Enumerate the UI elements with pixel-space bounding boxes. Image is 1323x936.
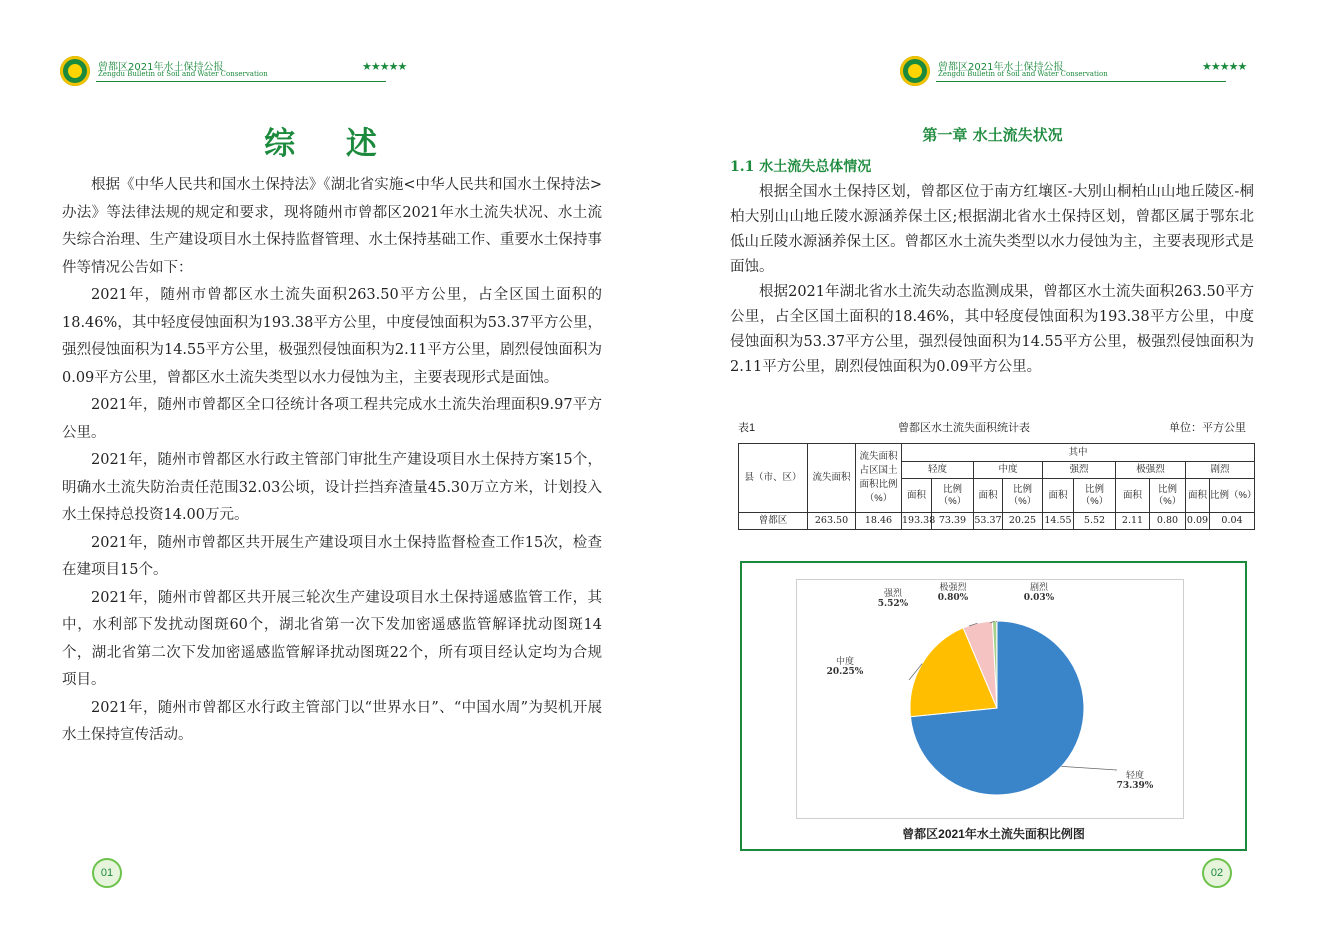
table-cell: 曾都区 xyxy=(739,513,808,530)
table-cell: 73.39 xyxy=(932,513,974,530)
slice-label: 轻度 xyxy=(1125,771,1145,781)
paragraph: 2021年，随州市曾都区水土流失面积263.50平方公里，占全区国土面积的18.46%，其中轻度侵蚀面积为193.38平方公里，中度侵蚀面积为53.37平方公里，强烈侵蚀面积为14.55平方公里，极强烈侵蚀面积为2.11平方公里，剧烈侵蚀面积为0.09平方公里，曾都区水土流失类型以水力侵蚀为主，主要表现形式是面蚀。 xyxy=(62,287,602,386)
page-header xyxy=(900,56,1260,90)
slice-value-label: 0.03% xyxy=(1023,593,1055,603)
table-cell: 0.04 xyxy=(1210,513,1255,530)
slice-value-label: 5.52% xyxy=(877,599,909,609)
header-cell: 面积 xyxy=(1116,479,1150,513)
page-number: 01 xyxy=(92,858,122,888)
section-title: 1.1 水土流失总体情况 xyxy=(730,159,872,175)
table-cell: 0.80 xyxy=(1150,513,1186,530)
right-page xyxy=(662,0,1323,936)
header-cell: 面积 xyxy=(902,479,932,513)
header-cell: 面积 xyxy=(1186,479,1210,513)
paragraph: 2021年，随州市曾都区共开展三轮次生产建设项目水土保持遥感监管工作，其中，水利部下发扰动图斑60个，湖北省第一次下发加密遥感监管解译扰动图斑14个，湖北省第二次下发加密遥感监管解译扰动图斑22个，所有项目经认定均为合规项目。 xyxy=(62,589,602,688)
header-cell: 比例（%） xyxy=(932,479,974,513)
slice-label: 强烈 xyxy=(883,589,903,599)
pie-chart-frame xyxy=(740,561,1247,851)
table-cell: 0.09 xyxy=(1186,513,1210,530)
chart-area xyxy=(796,579,1184,819)
header-subtitle: Zengdu Bulletin of Soil and Water Conservation xyxy=(938,70,1108,78)
erosion-stats-table xyxy=(738,443,1255,530)
table-caption-row xyxy=(738,419,1246,433)
overview-text xyxy=(62,172,602,750)
header-cell: 比例（%） xyxy=(1150,479,1186,513)
page-header xyxy=(60,56,420,90)
logo-icon xyxy=(60,56,90,86)
paragraph: 2021年，随州市曾都区水行政主管部门以“世界水日”、“中国水周”为契机开展水土保持宣传活动。 xyxy=(62,699,602,743)
chart-caption: 曾都区2021年水土流失面积比例图 xyxy=(902,827,1085,841)
slice-label: 剧烈 xyxy=(1029,583,1049,593)
header-title: 曾都区2021年水土保持公报 xyxy=(938,62,1064,73)
table-cell: 20.25 xyxy=(1003,513,1043,530)
header-title: 曾都区2021年水土保持公报 xyxy=(98,62,224,73)
pie-chart xyxy=(797,580,1183,818)
header-cell: 比例（%） xyxy=(1210,479,1255,513)
paragraph: 2021年，随州市曾都区全口径统计各项工程共完成水土流失治理面积9.97平方公里。 xyxy=(62,397,602,441)
left-page xyxy=(0,0,661,936)
table-unit: 单位：平方公里 xyxy=(1169,422,1246,434)
table-cell: 5.52 xyxy=(1074,513,1116,530)
header-divider xyxy=(96,81,386,82)
slice-value-label: 20.25% xyxy=(826,667,864,677)
page-title: 综 述 xyxy=(264,126,397,162)
header-cell: 面积 xyxy=(974,479,1003,513)
chapter-title: 第一章 水土流失状况 xyxy=(922,126,1063,144)
header-cell: 极强烈 xyxy=(1116,462,1186,479)
header-cell: 比例（%） xyxy=(1003,479,1043,513)
paragraph: 根据《中华人民共和国水土保持法》《湖北省实施<中华人民共和国水土保持法>办法》等法律法规的规定和要求，现将随州市曾都区2021年水土流失状况、水土流失综合治理、生产建设项目水土保持监督管理、水土保持基础工作、重要水土保持事件等情况公告如下： xyxy=(62,177,602,276)
header-divider xyxy=(936,81,1226,82)
header-cell: 流失面积 xyxy=(808,444,856,513)
paragraph: 2021年，随州市曾都区水行政主管部门审批生产建设项目水土保持方案15个，明确水土流失防治责任范围32.03公顷，设计拦挡弃渣量45.30万立方米，计划投入水土保持总投资14.00万元。 xyxy=(62,452,602,523)
header-cell: 比例（%） xyxy=(1074,479,1116,513)
paragraph: 根据2021年湖北省水土流失动态监测成果，曾都区水土流失面积263.50平方公里，占全区国土面积的18.46%，其中轻度侵蚀面积为193.38平方公里，中度侵蚀面积为53.37平方公里，强烈侵蚀面积为14.55平方公里，极强烈侵蚀面积为2.11平方公里，剧烈侵蚀面积为0.09平方公里。 xyxy=(730,284,1254,375)
header-cell: 面积 xyxy=(1043,479,1074,513)
table-cell: 263.50 xyxy=(808,513,856,530)
table-caption: 曾都区水土流失面积统计表 xyxy=(898,422,1030,434)
slice-value-label: 0.80% xyxy=(937,593,969,603)
table-label: 表1 xyxy=(738,422,756,434)
header-cell: 强烈 xyxy=(1043,462,1116,479)
table-row xyxy=(739,513,1255,530)
table-cell: 53.37 xyxy=(974,513,1003,530)
logo-icon xyxy=(900,56,930,86)
header-cell: 剧烈 xyxy=(1186,462,1255,479)
header-cell: 轻度 xyxy=(902,462,974,479)
header-cell: 流失面积占区国土面积比例（%） xyxy=(856,444,902,513)
slice-label: 中度 xyxy=(835,657,855,667)
header-cell: 县（市、区） xyxy=(739,444,808,513)
paragraph: 2021年，随州市曾都区共开展生产建设项目水土保持监督检查工作15次，检查在建项目15个。 xyxy=(62,534,602,578)
stars-decoration-icon: ★★★★★ xyxy=(1202,60,1247,73)
header-cell: 其中 xyxy=(902,444,1255,462)
table-cell: 14.55 xyxy=(1043,513,1074,530)
header-cell: 中度 xyxy=(974,462,1043,479)
table-cell: 193.38 xyxy=(902,513,932,530)
paragraph: 根据全国水土保持区划，曾都区位于南方红壤区-大别山桐柏山山地丘陵区-桐柏大别山山地丘陵水源涵养保土区;根据湖北省水土保持区划，曾都区属于鄂东北低山丘陵水源涵养保土区。曾都区水土流失类型以水力侵蚀为主，主要表现形式是面蚀。 xyxy=(730,184,1254,275)
stars-decoration-icon: ★★★★★ xyxy=(362,60,407,73)
header-subtitle: Zengdu Bulletin of Soil and Water Conservation xyxy=(98,70,268,78)
page-number: 02 xyxy=(1202,858,1232,888)
table-cell: 18.46 xyxy=(856,513,902,530)
slice-label: 极强烈 xyxy=(939,583,967,593)
section-text xyxy=(730,180,1254,380)
leader-line xyxy=(1062,766,1117,770)
table-cell: 2.11 xyxy=(1116,513,1150,530)
slice-value-label: 73.39% xyxy=(1116,781,1154,791)
